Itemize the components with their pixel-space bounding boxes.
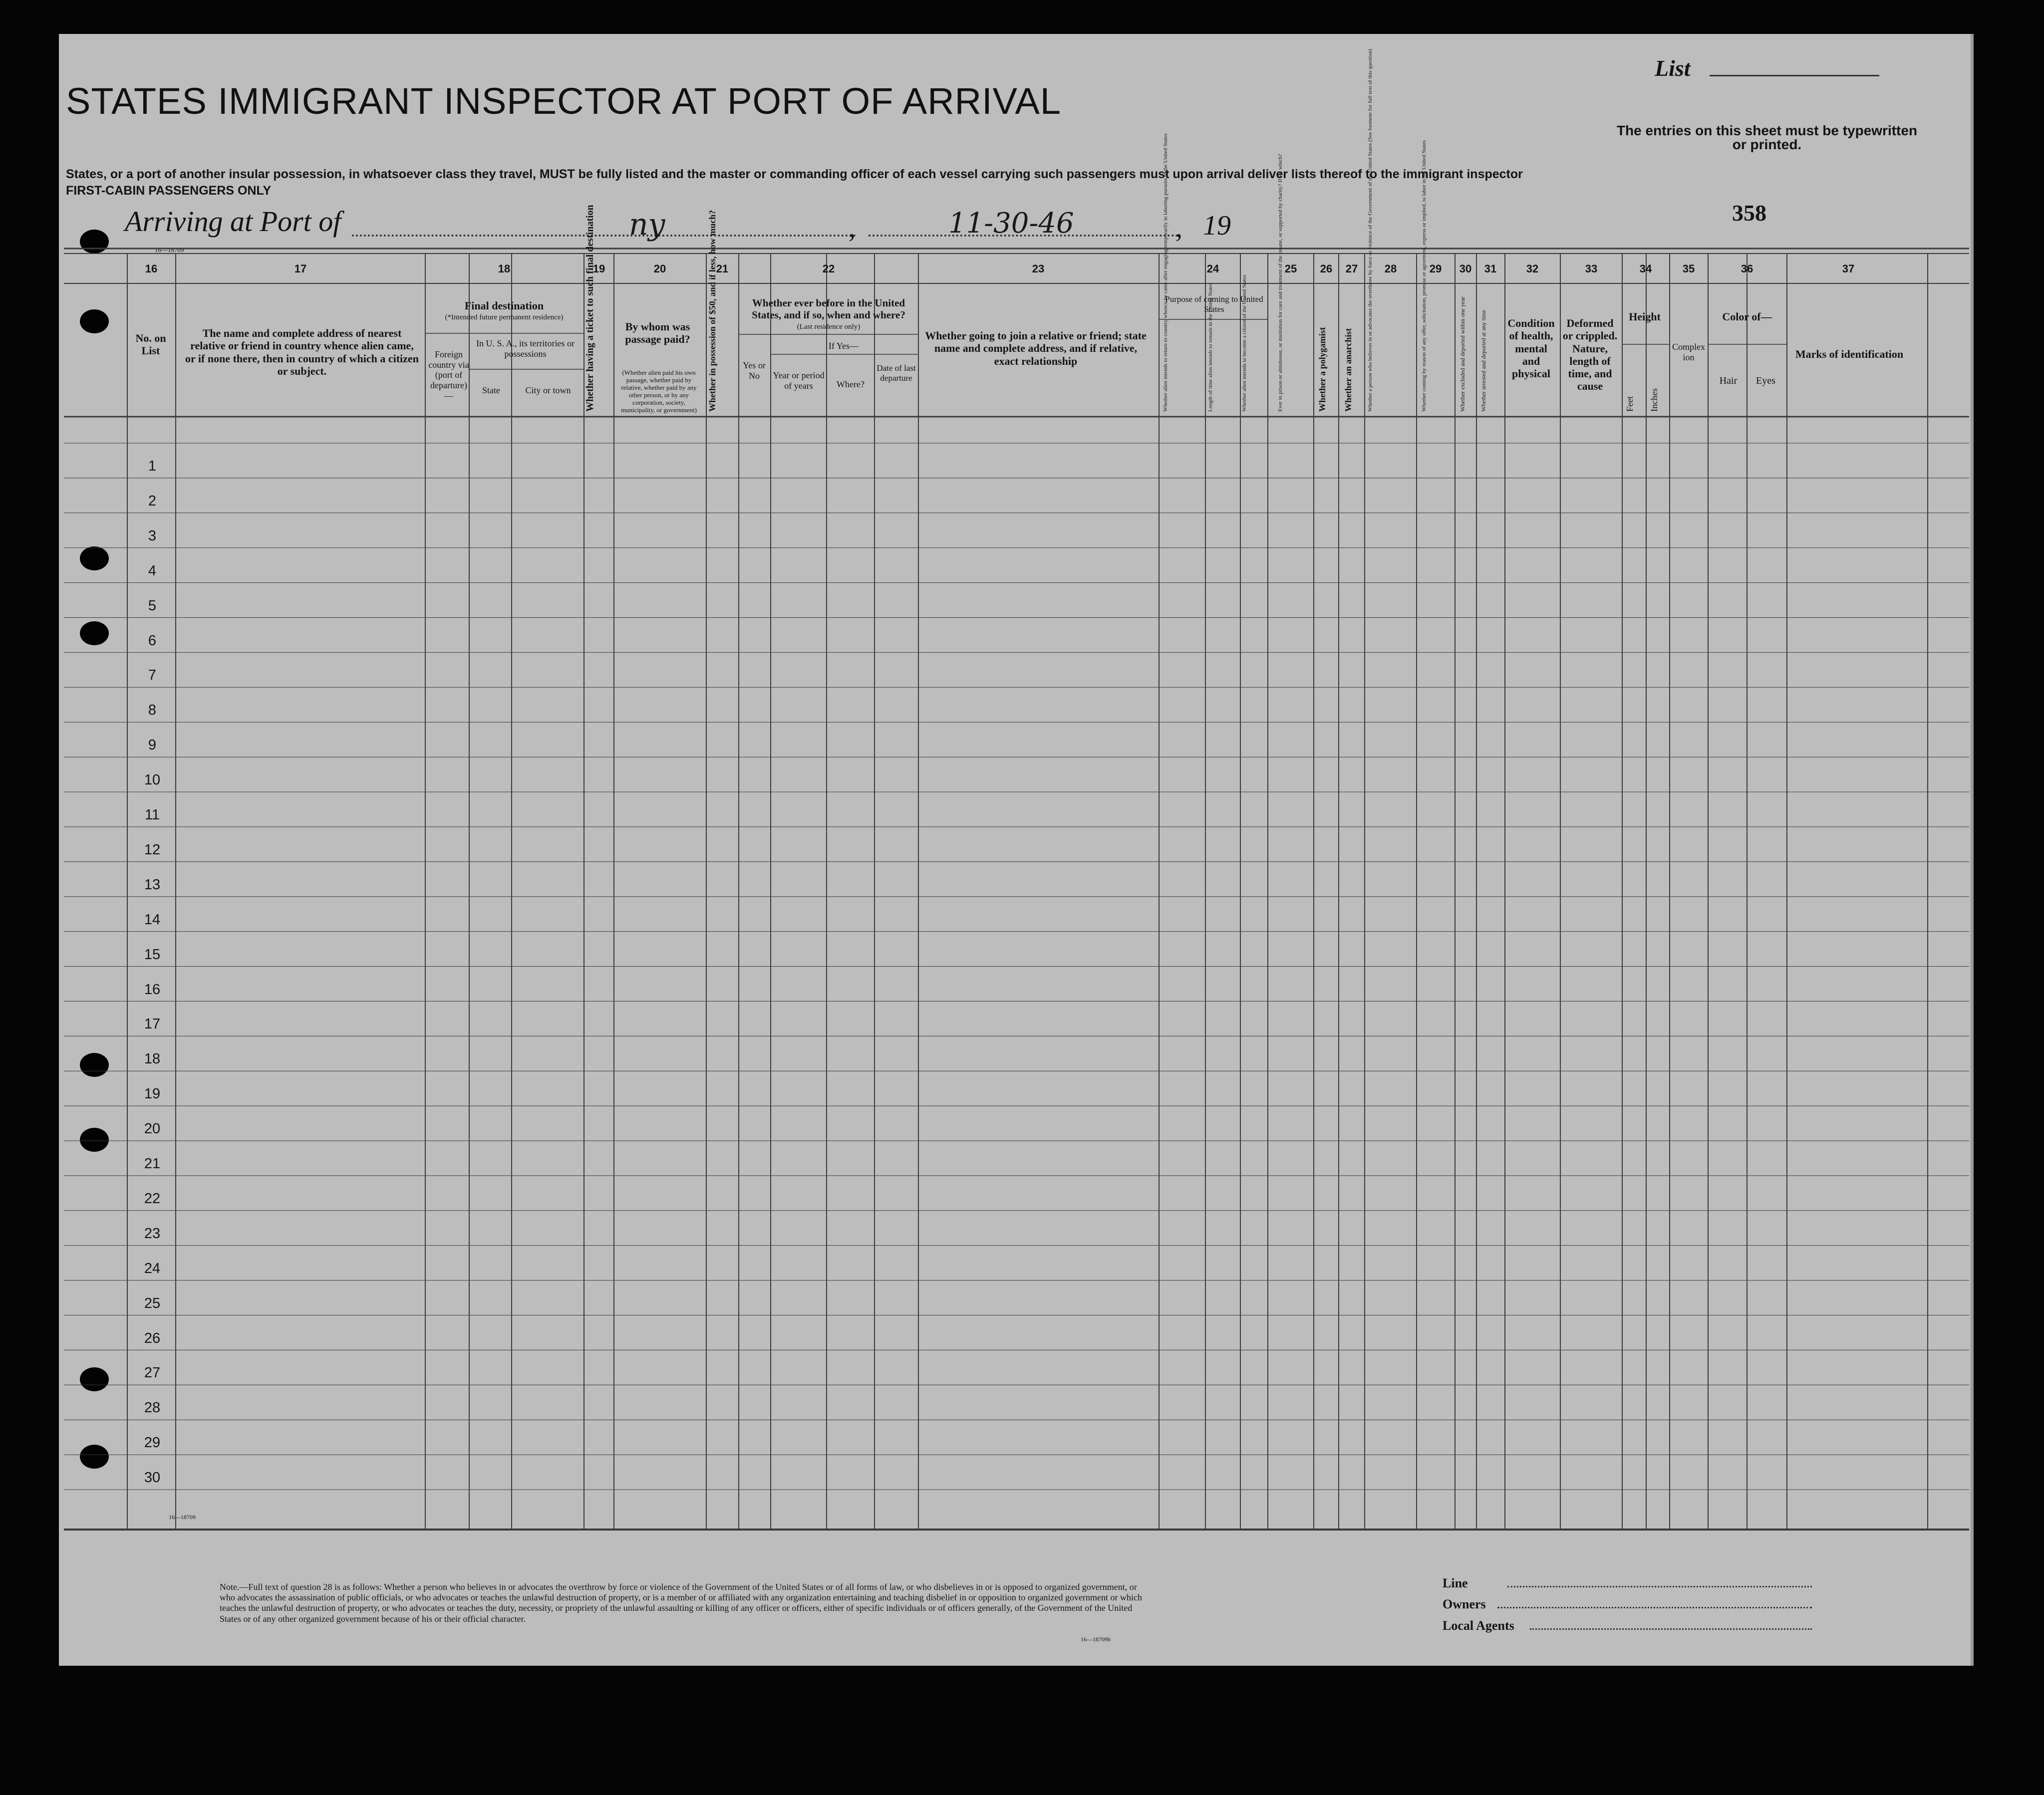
column-number-19: 19: [592, 262, 605, 275]
col-32-header: Condition of health, mental and physical: [1507, 317, 1555, 380]
col-26-header: Whether a polygamist: [1317, 327, 1327, 412]
row-number: 14: [144, 911, 161, 928]
row-number: 4: [148, 562, 157, 579]
row-number: 28: [144, 1400, 161, 1416]
row-number: 7: [148, 667, 157, 684]
col-23-header: Whether going to join a relative or friend; state name and complete address, and if relative, exact relationship: [925, 329, 1147, 367]
row-number: 25: [144, 1295, 161, 1311]
row-number: 23: [144, 1225, 161, 1242]
col-22-where: Where?: [837, 379, 865, 389]
column-number-28: 28: [1384, 262, 1397, 275]
column-number-36: 36: [1741, 262, 1753, 275]
form-title: STATES IMMIGRANT INSPECTOR AT PORT OF ARRIVAL: [66, 80, 1062, 122]
col-22-date: Date of last departure: [876, 363, 916, 383]
column-number-25: 25: [1284, 262, 1297, 275]
col-22-header: Whether ever before in the United States, and if so, when and where?: [752, 297, 905, 321]
arriving-label: Arriving at Port of: [125, 205, 341, 238]
row-number: 10: [144, 772, 161, 788]
col-24-c: Whether alien intends to become a citizen of the United States: [1241, 274, 1247, 412]
col-18-header: Final destination: [464, 299, 544, 312]
row-number: 18: [144, 1051, 161, 1067]
column-number-32: 32: [1526, 262, 1539, 275]
column-number-27: 27: [1345, 262, 1358, 275]
col-22-years: Year or period of years: [773, 370, 825, 391]
column-number-24: 24: [1206, 262, 1219, 275]
column-number-29: 29: [1429, 262, 1442, 275]
comma: ,: [1175, 213, 1182, 244]
date-value: 11-30-46: [948, 207, 1074, 240]
col-18-usa: In U. S. A., its territories or possessions: [476, 338, 575, 359]
port-value: ny: [629, 207, 665, 242]
row-number: 16: [144, 981, 161, 998]
column-number-37: 37: [1842, 262, 1855, 275]
col-36-header: Color of—: [1722, 310, 1772, 323]
row-number: 26: [144, 1330, 161, 1346]
row-number: 2: [148, 493, 157, 509]
row-number: 29: [144, 1435, 161, 1451]
column-number-17: 17: [294, 262, 307, 275]
row-number: 12: [144, 841, 161, 858]
row-number: 21: [144, 1156, 161, 1172]
col-28-header: [1368, 292, 1374, 412]
owners-field: [1497, 1607, 1812, 1608]
row-number: 5: [148, 597, 157, 614]
row-number: 20: [144, 1121, 161, 1137]
col-22-yesno: Yes or No: [743, 360, 766, 381]
col-24-a: [1163, 319, 1169, 412]
col-18-state: State: [482, 385, 500, 395]
col-19-header: Whether having a ticket to such final destination: [584, 205, 595, 412]
column-number-18: 18: [498, 262, 511, 275]
row-number: 9: [148, 737, 157, 754]
row-number: 11: [144, 807, 160, 823]
sheet-number: 358: [1732, 200, 1766, 226]
comma: ,: [849, 213, 856, 244]
column-number-22: 22: [822, 262, 835, 275]
table-code: 16—18709: [169, 1514, 196, 1521]
line-label: Line: [1443, 1576, 1468, 1590]
column-number-20: 20: [653, 262, 666, 275]
row-number: 30: [144, 1470, 161, 1486]
col-29-header: [1422, 292, 1428, 412]
row-number: 17: [144, 1016, 161, 1032]
column-number-31: 31: [1484, 262, 1497, 275]
col-24-b: Length of time alien intends to remain in the United States: [1207, 283, 1213, 412]
row-number: 13: [144, 876, 161, 893]
col-24-header: Purpose of coming to United States: [1165, 294, 1263, 314]
col-27-header: Whether an anarchist: [1343, 328, 1353, 412]
column-number-35: 35: [1682, 262, 1695, 275]
local-agents-field: [1530, 1628, 1812, 1630]
col-34-feet: Feet: [1625, 396, 1635, 412]
col-20-subheader: (Whether alien paid his own passage, whether paid by relative, whether paid by any other person, or by any corporation, society, municipality, or government): [621, 369, 697, 414]
col-31-header: Whether arrested and deported at any time: [1480, 310, 1487, 412]
year-prefix: 19: [1203, 210, 1231, 241]
col-18-subheader: (*Intended future permanent residence): [445, 313, 564, 321]
col-21-header: Whether in possession of $50, and if less, how much?: [707, 210, 717, 412]
col-36-eyes: Eyes: [1756, 375, 1775, 386]
row-number: 27: [144, 1365, 161, 1381]
col-17-header: The name and complete address of nearest relative or friend in country whence alien came, or if none there, then in country of which a citizen or subject.: [185, 327, 419, 377]
col-22-subheader: (Last residence only): [797, 323, 861, 331]
form-instructions: States, or a port of another insular possession, in whatsoever class they travel, MUST be fully listed and the master or commanding officer of each vessel carrying such passengers must upon arrival deliver lists thereof to the immigrant inspector: [66, 167, 1523, 181]
col-35-header: Complexion: [1672, 342, 1705, 362]
row-number: 24: [144, 1260, 161, 1277]
col-33-header: Deformed or crippled. Nature, length of time, and cause: [1562, 317, 1618, 393]
column-number-33: 33: [1585, 262, 1598, 275]
col-22-ifyes: If Yes—: [828, 341, 859, 351]
col-18-foreign: Foreign country via (port of departure)—: [428, 349, 469, 401]
row-number: 6: [148, 632, 157, 649]
column-number-26: 26: [1320, 262, 1333, 275]
row-number: 22: [144, 1190, 161, 1207]
column-number-34: 34: [1639, 262, 1652, 275]
column-number-21: 21: [716, 262, 729, 275]
row-number: 15: [144, 946, 161, 963]
row-number: 3: [148, 527, 157, 544]
column-number-16: 16: [145, 262, 158, 275]
row-number: 8: [148, 702, 157, 719]
col-25-header: [1278, 292, 1284, 412]
row-number: 1: [148, 458, 157, 474]
form-code: 16—18709: [155, 246, 184, 254]
list-label: List: [1655, 55, 1691, 81]
column-number-30: 30: [1459, 262, 1472, 275]
typewritten-note: The entries on this sheet must be typewritten or printed.: [1616, 123, 1918, 152]
col-20-header: By whom was passage paid?: [625, 320, 690, 346]
column-number-23: 23: [1032, 262, 1045, 275]
col-30-header: Whether excluded and deported within one year: [1459, 296, 1466, 412]
passenger-class: FIRST-CABIN PASSENGERS ONLY: [66, 184, 272, 198]
col-37-header: Marks of identification: [1795, 348, 1904, 360]
col-34-inches: Inches: [1649, 388, 1659, 412]
owners-label: Owners: [1443, 1597, 1486, 1611]
col-36-hair: Hair: [1719, 375, 1738, 386]
row-number: 19: [144, 1086, 161, 1102]
col-34-header: Height: [1629, 310, 1661, 323]
col-18-city: City or town: [525, 385, 571, 395]
footnote-code: 16—18709b: [1081, 1636, 1111, 1643]
footnote: Note.—Full text of question 28 is as follows: Whether a person who believes in or advocates the overthrow by force or violence of the Government of the United States or of all forms of law, or who disbelieves in or is opposed to organized government, or who advocates the assassination of public officials, or who advocates or teaches the unlawful destruction of property, or is a member of or affiliated with any organization entertaining and teaching disbelief in or opposition to organized government or which teaches the unlawful destruction of property, or who advocates or teaches the duty, necessity, or propriety of the unlawful assaulting or killing of any officer or officers, either of specific individuals or of officers generally, of the Government of the United States or of any other organized government because of his or their official character.: [220, 1582, 1142, 1624]
col-16-header: No. on List: [135, 332, 166, 357]
local-agents-label: Local Agents: [1443, 1618, 1514, 1633]
line-field: [1507, 1586, 1812, 1587]
